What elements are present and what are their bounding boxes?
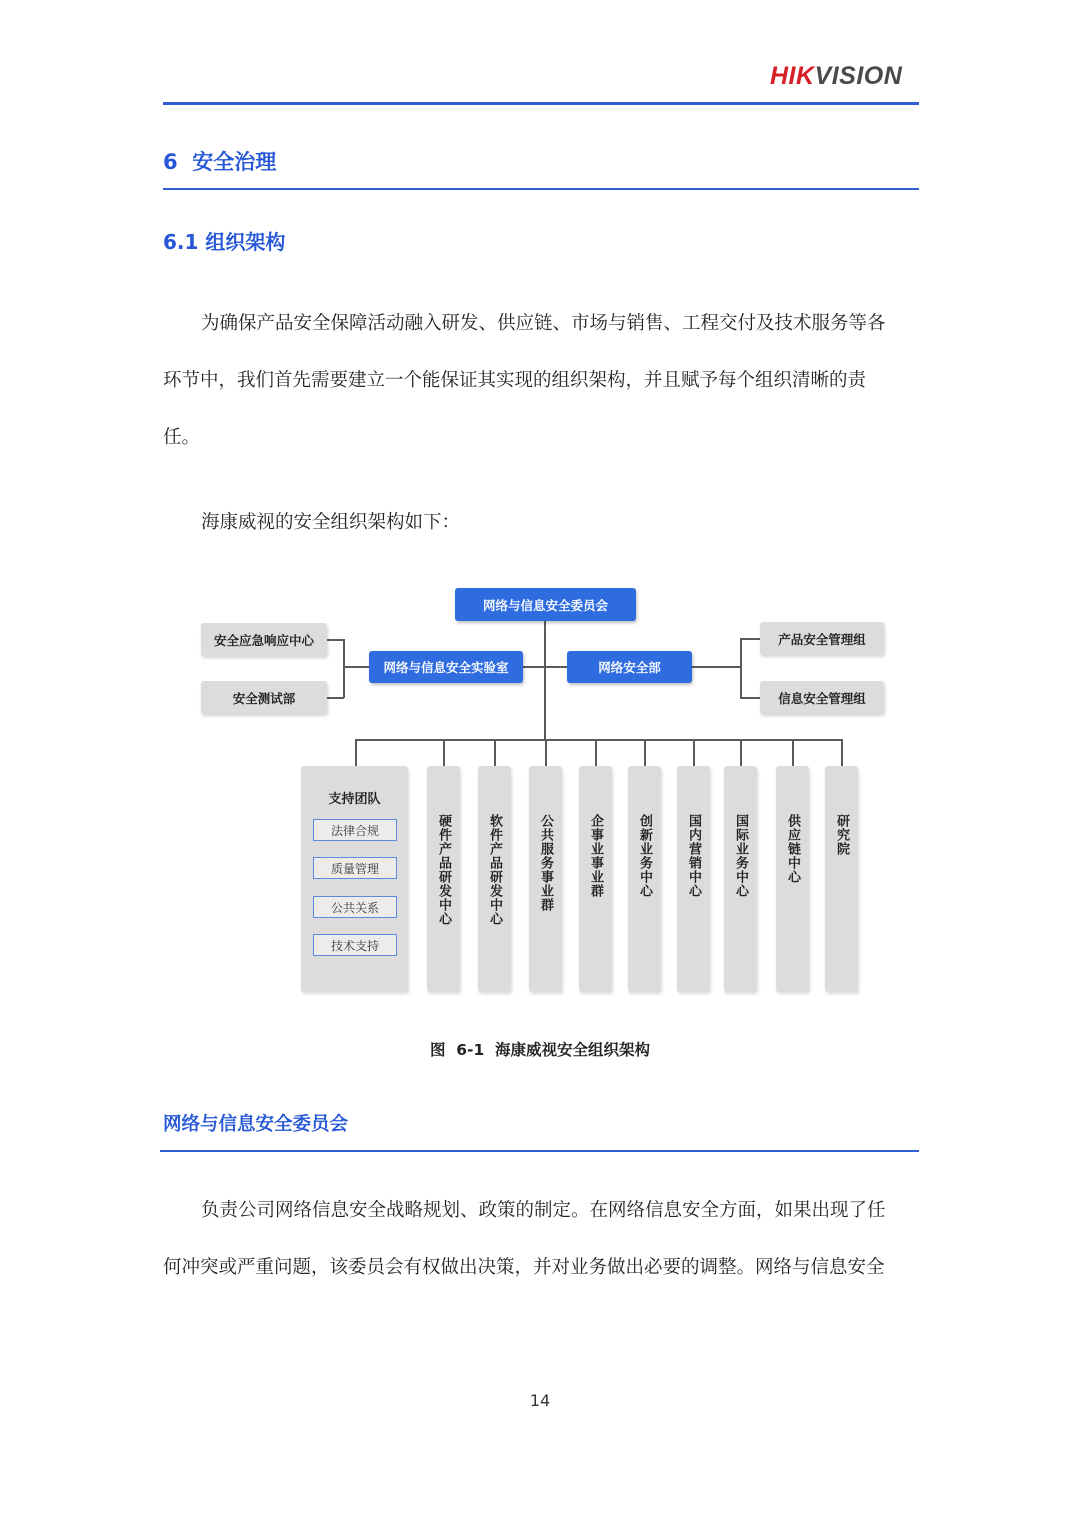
connector-line — [740, 739, 742, 767]
org-unit-column — [724, 766, 757, 992]
org-unit-column — [427, 766, 460, 992]
connector-line — [740, 638, 742, 698]
org-unit-label: 硬件产品研发中心 — [436, 814, 451, 926]
support-team-title: 支持团队 — [328, 792, 381, 807]
subsection-heading: 6.1 组织架构 — [163, 230, 286, 254]
connector-line — [355, 739, 357, 767]
org-unit-column — [776, 766, 809, 992]
connector-line — [355, 739, 842, 741]
org-node-security-testing-dept: 安全测试部 — [201, 681, 327, 714]
connector-line — [443, 739, 445, 767]
org-unit-label: 研究院 — [834, 814, 849, 856]
org-node-support-team — [301, 766, 408, 992]
connector-line — [693, 739, 695, 767]
support-item: 质量管理 — [313, 857, 397, 879]
org-unit-column — [628, 766, 661, 992]
org-node-info-security-group: 信息安全管理组 — [760, 681, 884, 714]
connector-line — [343, 639, 345, 698]
intro-line-2: 环节中，我们首先需要建立一个能保证其实现的组织架构，并且赋予每个组织清晰的责 — [163, 370, 867, 391]
org-node-security-dept: 网络安全部 — [567, 651, 692, 683]
org-unit-label: 软件产品研发中心 — [487, 814, 502, 926]
committee-heading: 网络与信息安全委员会 — [163, 1114, 349, 1135]
org-unit-label: 国际业务中心 — [733, 814, 748, 898]
connector-line — [740, 697, 760, 699]
connector-line — [841, 739, 843, 767]
connector-line — [523, 666, 567, 668]
org-unit-column — [478, 766, 511, 992]
org-unit-label: 创新业务中心 — [637, 814, 652, 898]
support-item: 公共关系 — [313, 896, 397, 918]
lead-line: 海康威视的安全组织架构如下： — [201, 512, 461, 533]
connector-line — [327, 639, 344, 641]
hikvision-logo — [770, 62, 920, 94]
intro-line-1: 为确保产品安全保障活动融入研发、供应链、市场与销售、工程交付及技术服务等各 — [201, 313, 886, 334]
org-unit-label: 企事业事业群 — [588, 814, 603, 898]
org-unit-column — [529, 766, 562, 992]
support-item: 技术支持 — [313, 934, 397, 956]
connector-line — [545, 739, 547, 767]
org-unit-label: 公共服务事业群 — [538, 814, 553, 912]
lead-paragraph — [163, 494, 919, 551]
section-heading-divider — [163, 188, 919, 190]
figure-caption: 图 6-1 海康威视安全组织架构 — [429, 1041, 651, 1059]
connector-line — [792, 739, 794, 767]
header-divider — [163, 102, 919, 105]
committee-heading-divider — [160, 1150, 919, 1152]
connector-line — [644, 739, 646, 767]
connector-line — [692, 666, 740, 668]
org-node-committee: 网络与信息安全委员会 — [455, 588, 636, 621]
connector-line — [740, 638, 760, 640]
logo-hik-text: HIK — [770, 62, 815, 90]
page-number: 14 — [529, 1391, 551, 1410]
connector-line — [595, 739, 597, 767]
section-heading: 6 安全治理 — [163, 150, 277, 174]
org-node-security-lab: 网络与信息安全实验室 — [369, 651, 523, 683]
connector-line — [327, 697, 344, 699]
org-node-emergency-response-center: 安全应急响应中心 — [201, 623, 327, 656]
org-unit-column — [825, 766, 858, 992]
intro-paragraph — [163, 295, 919, 466]
connector-line — [494, 739, 496, 767]
org-node-product-security-group: 产品安全管理组 — [760, 622, 884, 655]
connector-line — [544, 620, 546, 740]
connector-line — [343, 666, 369, 668]
committee-line-1: 负责公司网络信息安全战略规划、政策的制定。在网络信息安全方面，如果出现了任 — [201, 1200, 886, 1221]
committee-line-2: 何冲突或严重问题，该委员会有权做出决策，并对业务做出必要的调整。网络与信息安全 — [163, 1257, 885, 1278]
org-unit-label: 国内营销中心 — [686, 814, 701, 898]
intro-line-3: 任。 — [163, 427, 201, 448]
org-unit-column — [677, 766, 710, 992]
committee-paragraph — [163, 1182, 919, 1296]
org-unit-column — [579, 766, 612, 992]
support-item: 法律合规 — [313, 819, 397, 841]
logo-vision-text: VISION — [814, 62, 903, 90]
org-unit-label: 供应链中心 — [785, 814, 800, 884]
